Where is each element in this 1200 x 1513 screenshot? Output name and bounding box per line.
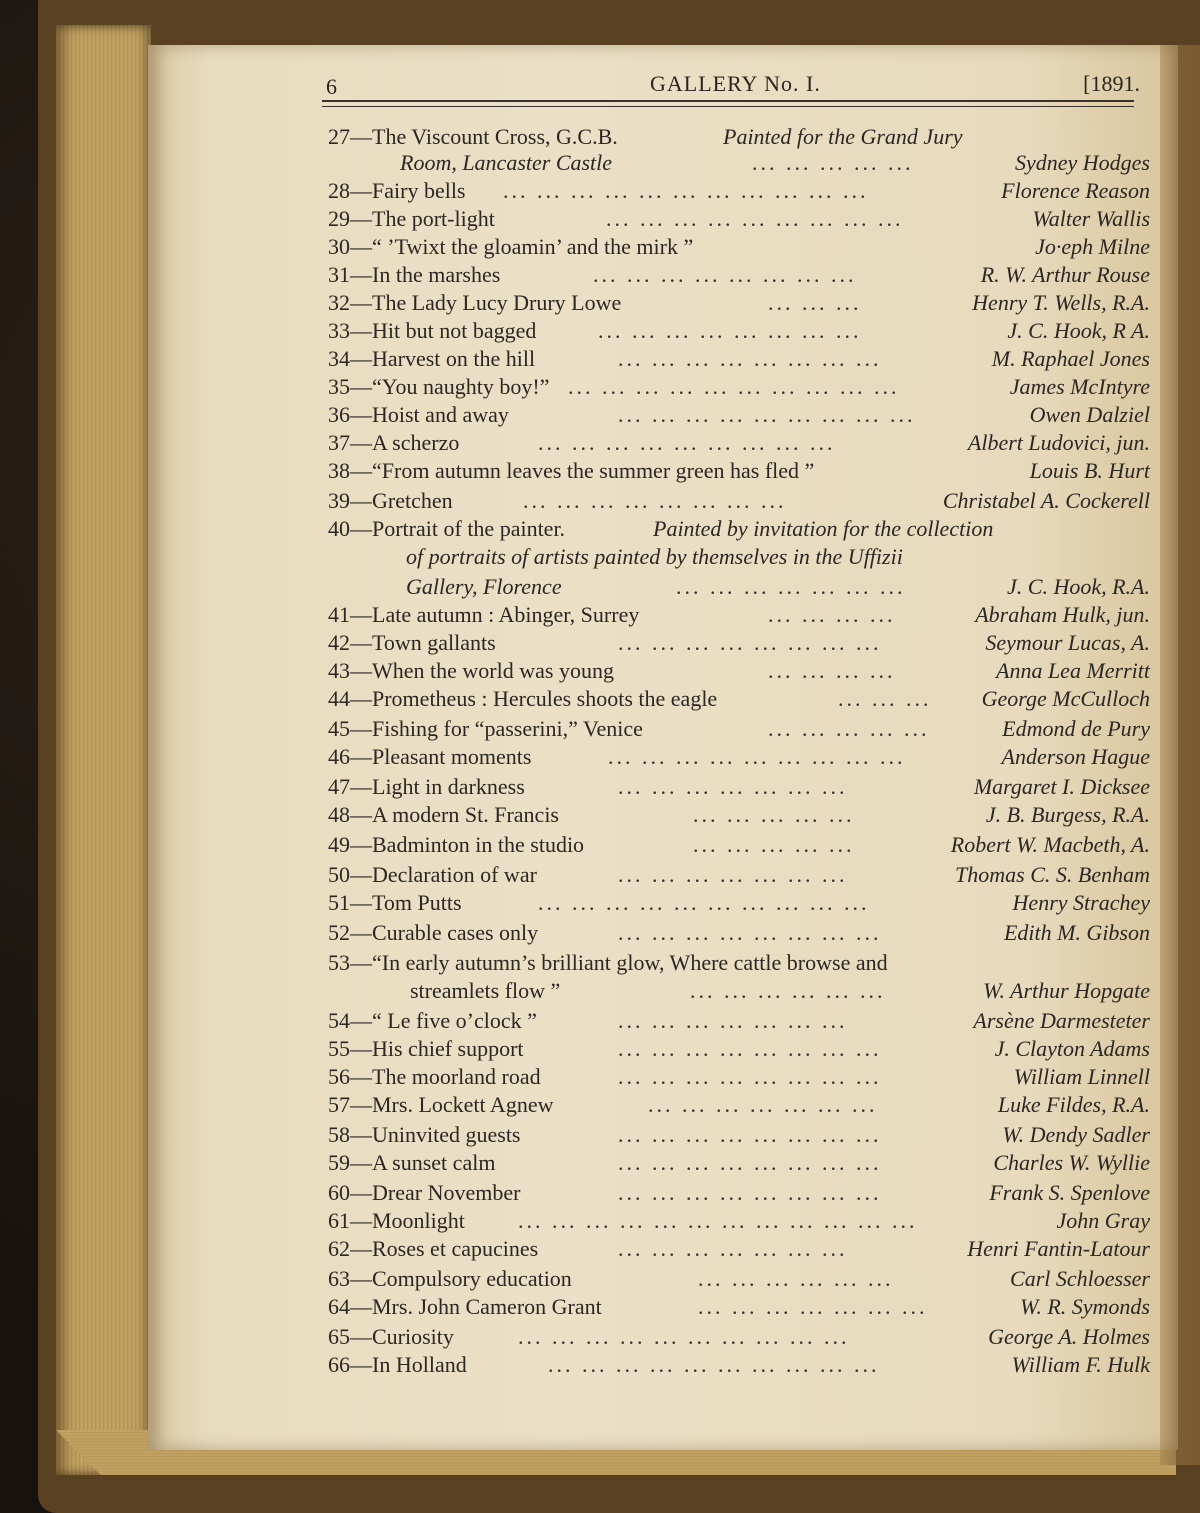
entry-title: 40—Portrait of the painter. <box>328 516 566 541</box>
entry-artist: Henri Fantin-Latour <box>967 1236 1150 1261</box>
entry-artist: Robert W. Macbeth, A. <box>950 832 1150 857</box>
entry-title: 57—Mrs. Lockett Agnew <box>328 1092 554 1117</box>
entry-title: 39—Gretchen <box>328 488 453 513</box>
dot-leader: ... ... ... <box>838 686 932 711</box>
entry-artist: William Linnell <box>1013 1064 1150 1089</box>
entry-note: Painted for the Grand Jury <box>723 124 963 149</box>
entry-title: 61—Moonlight <box>328 1208 465 1233</box>
catalogue-entry <box>400 150 1150 178</box>
catalogue-entry <box>328 774 1150 802</box>
catalogue-entry <box>328 1036 1150 1064</box>
entry-title: 58—Uninvited guests <box>328 1122 521 1147</box>
entry-title: 29—The port-light <box>328 206 495 231</box>
dot-leader: ... ... ... ... ... ... ... <box>698 1294 928 1319</box>
catalogue-entry <box>328 658 1150 686</box>
year: [1891. <box>1083 71 1140 96</box>
entry-title: 30—“ ’Twixt the gloamin’ and the mirk ” <box>328 234 694 259</box>
dot-leader: ... ... ... ... ... ... ... ... <box>593 262 857 287</box>
dot-leader: ... ... ... ... ... ... ... ... <box>618 1180 882 1205</box>
entry-title: 34—Harvest on the hill <box>328 346 536 371</box>
dot-leader: ... ... ... ... ... ... ... ... ... <box>606 206 904 231</box>
dot-leader: ... ... ... <box>768 290 862 315</box>
entry-artist: George A. Holmes <box>988 1324 1150 1349</box>
entry-title: 32—The Lady Lucy Drury Lowe <box>328 290 622 315</box>
entry-artist: Charles W. Wyllie <box>993 1150 1150 1175</box>
dot-leader: ... ... ... ... ... ... ... ... ... ... ... ... <box>518 1208 918 1233</box>
page-edges <box>56 25 151 1475</box>
dot-leader: ... ... ... ... ... ... ... ... ... ... <box>518 1324 850 1349</box>
dot-leader: ... ... ... ... <box>768 602 896 627</box>
catalogue-entry <box>328 234 1150 262</box>
entry-artist: Frank S. Spenlove <box>989 1180 1150 1205</box>
entry-title: 55—His chief support <box>328 1036 524 1061</box>
dot-leader: ... ... ... ... ... ... ... ... ... ... <box>568 374 900 399</box>
entry-title: 56—The moorland road <box>328 1064 541 1089</box>
catalogue-entry <box>410 978 1150 1006</box>
entry-artist: Jo·eph Milne <box>1035 234 1150 259</box>
entry-title: 38—“From autumn leaves the summer green has fled ” <box>328 458 815 483</box>
entry-artist: J. C. Hook, R A. <box>1007 318 1150 343</box>
entry-title: 28—Fairy bells <box>328 178 466 203</box>
entry-artist: M. Raphael Jones <box>991 346 1150 371</box>
entry-artist: Thomas C. S. Benham <box>955 862 1150 887</box>
entry-artist: Sydney Hodges <box>1014 150 1150 175</box>
catalogue-entry <box>328 832 1150 860</box>
entry-artist: Edith M. Gibson <box>1003 920 1150 945</box>
catalogue-entry <box>328 1208 1150 1236</box>
catalogue-entry <box>328 890 1150 918</box>
entry-title: 50—Declaration of war <box>328 862 537 887</box>
dot-leader: ... ... ... ... ... ... ... ... <box>618 1064 882 1089</box>
catalogue-entry <box>328 950 1150 978</box>
entry-artist: Louis B. Hurt <box>1029 458 1150 483</box>
dot-leader: ... ... ... ... ... ... <box>698 1266 894 1291</box>
catalogue-entry <box>328 862 1150 890</box>
catalogue-entry <box>406 544 1150 572</box>
entry-title: 60—Drear November <box>328 1180 521 1205</box>
entry-artist: Anna Lea Merritt <box>996 658 1150 683</box>
entry-artist: Owen Dalziel <box>1029 402 1150 427</box>
entry-artist: James McIntyre <box>1009 374 1150 399</box>
entry-artist: W. Dendy Sadler <box>1002 1122 1150 1147</box>
entry-title: 63—Compulsory education <box>328 1266 572 1291</box>
gutter-shadow <box>1160 45 1200 1465</box>
catalogue-entry <box>328 488 1150 516</box>
entry-title: Gallery, Florence <box>406 574 562 599</box>
catalogue-entry <box>406 574 1150 602</box>
dot-leader: ... ... ... ... ... ... ... ... <box>618 1122 882 1147</box>
page-header <box>320 66 1140 99</box>
dot-leader: ... ... ... ... ... ... ... ... ... ... <box>538 890 870 915</box>
entry-artist: John Gray <box>1056 1208 1150 1233</box>
entry-artist: Arsène Darmesteter <box>973 1008 1150 1033</box>
entry-title: 46—Pleasant moments <box>328 744 532 769</box>
dot-leader: ... ... ... ... ... <box>693 832 855 857</box>
entry-artist: Carl Schloesser <box>1010 1266 1150 1291</box>
dot-leader: ... ... ... ... ... ... ... ... <box>618 920 882 945</box>
entry-artist: Margaret I. Dicksee <box>973 774 1150 799</box>
catalogue-entry <box>328 686 1150 714</box>
page-number: 6 <box>326 74 337 99</box>
entry-note: of portraits of artists painted by themselves in the Uffizii <box>406 544 903 569</box>
entry-artist: Edmond de Pury <box>1002 716 1150 741</box>
catalogue-entry <box>328 1294 1150 1322</box>
entry-artist: Henry T. Wells, R.A. <box>972 290 1150 315</box>
entry-artist: Luke Fildes, R.A. <box>997 1092 1150 1117</box>
catalogue-entry <box>328 178 1150 206</box>
entry-artist: Walter Wallis <box>1032 206 1150 231</box>
entry-title: 59—A sunset calm <box>328 1150 496 1175</box>
entry-title: 65—Curiosity <box>328 1324 454 1349</box>
entry-artist: Christabel A. Cockerell <box>942 488 1150 513</box>
catalogue-entry <box>328 262 1150 290</box>
catalogue-entry <box>328 920 1150 948</box>
dot-leader: ... ... ... ... ... ... ... <box>618 774 848 799</box>
entry-title: 53—“In early autumn’s brilliant glow, Where cattle browse and <box>328 950 888 975</box>
entry-title: 43—When the world was young <box>328 658 614 683</box>
entry-artist: Albert Ludovici, jun. <box>967 430 1150 455</box>
entry-title: 33—Hit but not bagged <box>328 318 537 343</box>
catalogue-entry <box>328 346 1150 374</box>
catalogue-entry <box>328 124 1150 152</box>
dot-leader: ... ... ... ... ... ... ... ... <box>618 346 882 371</box>
entry-title: 27—The Viscount Cross, G.C.B. <box>328 124 618 149</box>
catalogue-entry <box>328 802 1150 830</box>
gallery-title: GALLERY No. I. <box>650 71 821 96</box>
catalogue-entry <box>328 402 1150 430</box>
entry-title: 41—Late autumn : Abinger, Surrey <box>328 602 640 627</box>
catalogue-entry <box>328 602 1150 630</box>
dot-leader: ... ... ... ... <box>768 658 896 683</box>
header-rule-thin <box>322 106 1134 107</box>
dot-leader: ... ... ... ... ... ... ... ... <box>598 318 862 343</box>
dot-leader: ... ... ... ... ... ... ... ... <box>618 1150 882 1175</box>
catalogue-entry <box>328 1092 1150 1120</box>
entry-title: 47—Light in darkness <box>328 774 525 799</box>
catalogue-entry <box>328 374 1150 402</box>
entry-artist: W. Arthur Hopgate <box>983 978 1150 1003</box>
dot-leader: ... ... ... ... ... <box>693 802 855 827</box>
entry-title: 51—Tom Putts <box>328 890 462 915</box>
catalogue-entry <box>328 1324 1150 1352</box>
catalogue-entry <box>328 318 1150 346</box>
entry-artist: Abraham Hulk, jun. <box>975 602 1150 627</box>
entry-title: 48—A modern St. Francis <box>328 802 559 827</box>
entry-title: 31—In the marshes <box>328 262 501 287</box>
entry-title: 45—Fishing for “passerini,” Venice <box>328 716 643 741</box>
entry-artist: William F. Hulk <box>1011 1352 1150 1377</box>
catalogue-entry <box>328 430 1150 458</box>
dot-leader: ... ... ... ... ... ... ... ... ... <box>608 744 906 769</box>
header-rule <box>322 100 1134 102</box>
dot-leader: ... ... ... ... ... ... ... <box>618 862 848 887</box>
catalogue-entry <box>328 1122 1150 1150</box>
catalogue-entry <box>328 1150 1150 1178</box>
catalogue-entry <box>328 206 1150 234</box>
catalogue-entry <box>328 1236 1150 1264</box>
catalogue-entry <box>328 458 1150 486</box>
entry-title: 44—Prometheus : Hercules shoots the eagle <box>328 686 718 711</box>
entry-note: Painted by invitation for the collection <box>653 516 994 541</box>
dot-leader: ... ... ... ... ... ... ... ... ... ... <box>548 1352 880 1377</box>
entry-title: 62—Roses et capucines <box>328 1236 539 1261</box>
entry-artist: R. W. Arthur Rouse <box>980 262 1150 287</box>
dot-leader: ... ... ... ... ... ... ... ... <box>618 630 882 655</box>
entry-artist: Florence Reason <box>1001 178 1150 203</box>
dot-leader: ... ... ... ... ... ... ... ... <box>523 488 787 513</box>
entry-artist: George McCulloch <box>981 686 1150 711</box>
entry-title: streamlets flow ” <box>410 978 561 1003</box>
dot-leader: ... ... ... ... ... ... ... ... ... <box>618 402 916 427</box>
entry-artist: W. R. Symonds <box>1020 1294 1150 1319</box>
entry-title: 64—Mrs. John Cameron Grant <box>328 1294 602 1319</box>
catalogue-entry <box>328 1352 1150 1380</box>
catalogue-entry <box>328 1180 1150 1208</box>
catalogue-entry <box>328 1266 1150 1294</box>
dot-leader: ... ... ... ... ... ... <box>690 978 886 1003</box>
dot-leader: ... ... ... ... ... ... ... ... ... <box>538 430 836 455</box>
entry-title: 52—Curable cases only <box>328 920 539 945</box>
catalogue-entry <box>328 630 1150 658</box>
catalogue-entry <box>328 716 1150 744</box>
entry-title: 37—A scherzo <box>328 430 460 455</box>
entry-title: 54—“ Le five o’clock ” <box>328 1008 537 1033</box>
entry-title: 35—“You naughty boy!” <box>328 374 550 399</box>
dot-leader: ... ... ... ... ... ... ... <box>676 574 906 599</box>
dot-leader: ... ... ... ... ... ... ... ... <box>618 1036 882 1061</box>
catalogue-entry <box>328 744 1150 772</box>
dot-leader: ... ... ... ... ... ... ... <box>618 1008 848 1033</box>
entry-title: Room, Lancaster Castle <box>400 150 613 175</box>
dot-leader: ... ... ... ... ... <box>752 150 914 175</box>
entry-artist: Seymour Lucas, A. <box>985 630 1150 655</box>
entry-title: 49—Badminton in the studio <box>328 832 585 857</box>
catalogue-entry <box>328 290 1150 318</box>
dot-leader: ... ... ... ... ... ... ... <box>618 1236 848 1261</box>
catalogue-entry <box>328 1008 1150 1036</box>
catalogue-entry <box>328 516 1150 544</box>
dot-leader: ... ... ... ... ... ... ... ... ... ... ... <box>503 178 869 203</box>
entry-title: 36—Hoist and away <box>328 402 509 427</box>
entry-artist: J. C. Hook, R.A. <box>1007 574 1150 599</box>
dot-leader: ... ... ... ... ... <box>768 716 930 741</box>
dot-leader: ... ... ... ... ... ... ... <box>648 1092 878 1117</box>
entry-artist: Anderson Hague <box>1001 744 1150 769</box>
catalogue-entry <box>328 1064 1150 1092</box>
entry-artist: J. B. Burgess, R.A. <box>985 802 1150 827</box>
entry-artist: Henry Strachey <box>1012 890 1150 915</box>
entry-title: 42—Town gallants <box>328 630 496 655</box>
entry-artist: J. Clayton Adams <box>994 1036 1150 1061</box>
entry-title: 66—In Holland <box>328 1352 467 1377</box>
